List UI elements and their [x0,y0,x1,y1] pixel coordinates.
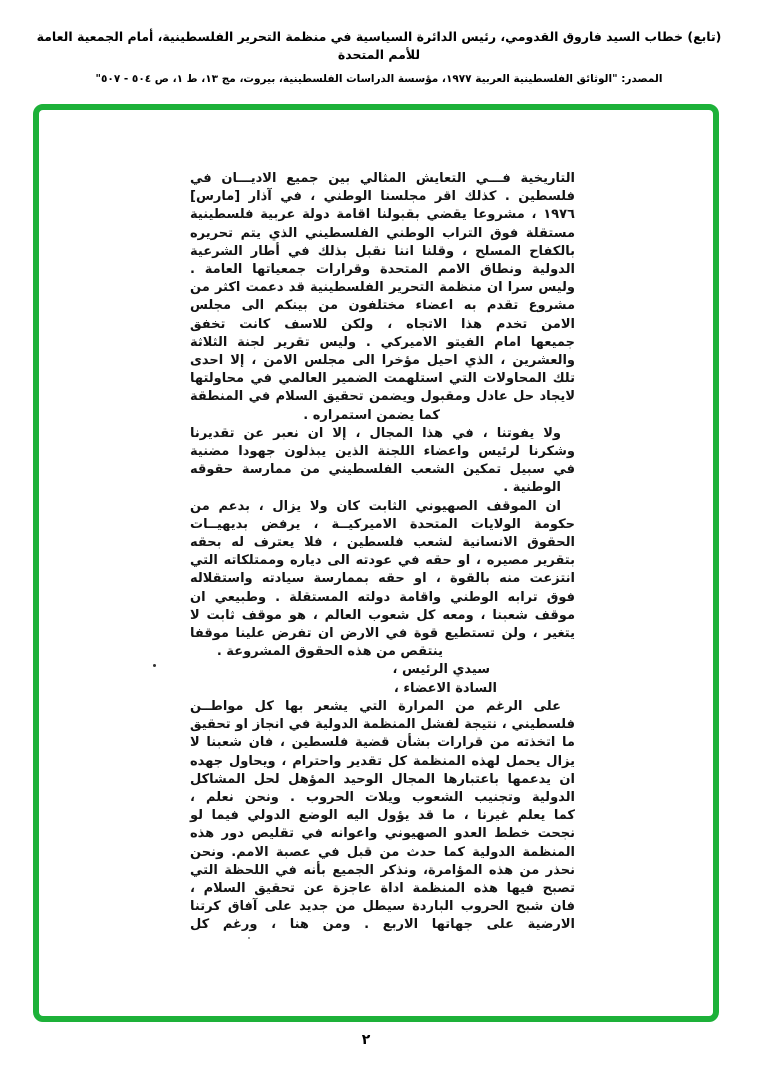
text-line: مستقلة فوق التراب الوطني الفلسطيني الذي يتم تحريره [190,225,575,241]
text-line: فلسطيني ، نتيجة لفشل المنظمة الدولية في انجاز او تحقيق [190,717,575,733]
text-line: فلسطين . كذلك اقر مجلسنا الوطني ، في آذار [مارس] [190,189,575,205]
text-line: موقف شعبنا ، ومعه كل شعوب العالم ، هو موقف ثابت لا [190,607,575,623]
text-line: المنظمة الدولية كما حدث من قبل في عصبة الامم. ونحن [190,844,575,860]
text-line: تصبح فيها هذه المنظمة اداة عاجزة عن تحقيق السلام ، [190,880,575,896]
text-line: كما يضمن استمراره . [303,407,440,423]
text-line: على الرغم من المرارة التي يشعر بها كل مواطــن [190,698,561,714]
text-line: بالكفاح المسلح ، وقلنا اننا نقبل بذلك في أطار الشرعية [190,243,575,259]
page-number: ٢ [361,1032,371,1048]
text-line: حكومة الولايات المتحدة الاميركيــة ، يرفض بديهيــات [190,516,575,532]
text-line: التاريخية فـــي التعايش المثالي بين جميع الاديـــان في [190,171,575,186]
text-line: ان الموقف الصهيوني الثابت كان ولا يزال ، بدعم من [190,498,561,514]
text-line: تلك المحاولات التي استلهمت الضمير العالمي في محاولتها [190,371,575,387]
scan-speck [153,664,156,667]
text-line: فان شبح الحروب الباردة سيطل من جديد على آفاق كرتنا [190,899,575,915]
text-line: الدولية وتجنيب الشعوب ويلات الحروب . ونحن نعلم ، [190,789,575,805]
text-line: ينتقص من هذه الحقوق المشروعة . [216,644,443,660]
text-line: انتزعت منه بالقوة ، او حقه بممارسة سيادته واستقلاله [190,571,575,587]
text-line: يزال يحمل لهذه المنظمة كل تقدير واحترام ، ويحاول جهده [190,753,575,769]
text-line: الدولية ونطاق الامم المتحدة وقرارات جمعياتها العامة . [190,262,575,278]
text-line: في سبيل تمكين الشعب الفلسطيني من ممارسة حقوقه [190,462,575,478]
text-line: ان يدعمها باعتبارها المجال الوحيد المؤهل لحل المشاكل [190,771,575,787]
text-line: مشروع تقدم به اعضاء مختلفون من بينكم الى مجلس [190,298,575,314]
document-frame [33,104,719,1022]
text-line: وليس سرا ان منظمة التحرير الفلسطينية قد دعمت اكثر من [190,280,575,296]
text-line: بتقرير مصيره ، او حقه في عودته الى دياره وممتلكاته التي [190,553,575,569]
document-text [190,170,575,935]
text-line: ١٩٧٦ ، مشروعا يقضي بقبولنا اقامة دولة عربية فلسطينية [190,207,575,223]
text-line: فوق ترابه الوطني واقامة دولته المستقلة . وطبيعي ان [190,589,575,605]
scan-speck [248,937,250,939]
text-line: يتغير ، ولن تستطيع قوة في الارض ان تفرض علينا موقفا [190,626,575,642]
text-line: ولا يفوتنا ، في هذا المجال ، إلا ان نعبر عن تقديرنا [190,425,561,441]
text-line: لايجاد حل عادل ومقبول ويضمن تحقيق السلام في المنطقة [190,389,575,405]
text-line: نجحت خطط العدو الصهيوني واعوانه في تقليص دور هذه [190,826,575,842]
text-line: السادة الاعضاء ، [393,680,497,696]
text-line: الوطنية . [503,480,561,496]
text-line: الارضية على جهاتها الاربع . ومن هنا ، ورغم كل [190,917,575,933]
header-title: (تابع) خطاب السيد فاروق القدومي، رئيس الدائرة السياسية في منظمة التحرير الفلسطينية، أمام الجمعية العامة للأمم المتحدة [36,29,722,62]
text-line: والعشرين ، الذي احيل مؤخرا الى مجلس الامن ، إلا احدى [190,353,575,369]
page-header [20,28,738,85]
text-line: وشكرنا لرئيس واعضاء اللجنة الذين يبذلون جهودا مضنية [190,444,575,460]
text-line: نحذر من هذه المؤامرة، ونذكر الجميع بأنه في اللحظة التي [190,862,575,878]
text-line: سيدي الرئيس ، [392,662,490,678]
header-source: المصدر: "الوثائق الفلسطينية العربية ١٩٧٧، مؤسسة الدراسات الفلسطينية، بيروت، مج ١٣، ط ١، ص ٥٠٤ - ٥٠٧" [95,73,663,85]
text-line: الحقوق الانسانية لشعب فلسطين ، فلا يعترف له بحقه [190,535,575,551]
text-line: الامن تخدم هذا الاتجاه ، ولكن للاسف كانت تخفق [190,316,575,332]
text-line: ما اتخذته من قرارات بشأن قضية فلسطين ، فان شعبنا لا [190,735,575,751]
text-line: كما يعلم غيرنا ، ما قد يؤول اليه الوضع الدولي فيما لو [190,808,575,824]
text-line: جميعها امام الفيتو الاميركي . وليس تقرير لجنة الثلاثة [190,334,575,350]
